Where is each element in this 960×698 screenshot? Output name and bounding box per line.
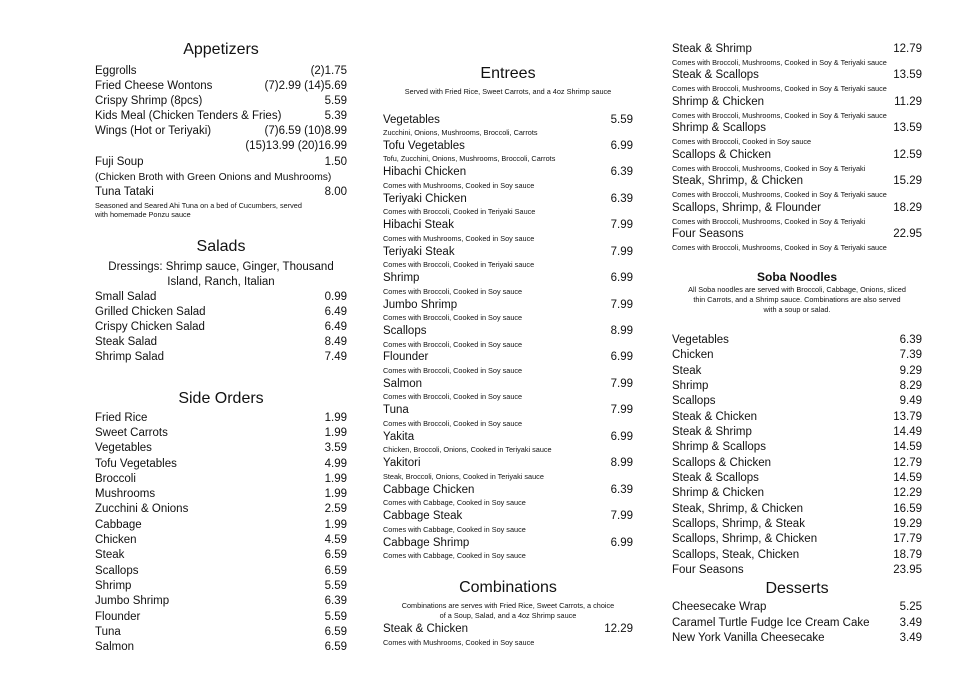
item-desc: Comes with Broccoli, Mushrooms, Cooked in Soy & Teriyaki sauce [672,84,887,93]
menu-item: Salmon 7.99 [383,378,633,390]
menu-item: Hibachi Chicken 6.39 [383,166,633,178]
menu-item: Steak & Shrimp 14.49 [672,426,922,438]
salads-heading: Salads [196,238,246,255]
item-desc: Comes with Mushrooms, Cooked in Soy sauce [383,181,535,190]
entrees-heading: Entrees [480,65,536,82]
menu-item: Shrimp 8.29 [672,380,922,392]
appetizers-heading: Appetizers [183,41,259,58]
menu-item: Grilled Chicken Salad 6.49 [95,306,347,318]
menu-item: Caramel Turtle Fudge Ice Cream Cake 3.49 [672,617,922,629]
menu-item: Shrimp 5.59 [95,580,347,592]
item-desc: Comes with Broccoli, Cooked in Soy sauce [383,313,523,322]
menu-item: Crispy Chicken Salad 6.49 [95,321,347,333]
menu-item: Vegetables 6.39 [672,334,922,346]
item-desc: Comes with Mushrooms, Cooked in Soy sauce [383,638,535,647]
soba-heading: Soba Noodles [756,270,837,284]
item-desc: Comes with Broccoli, Mushrooms, Cooked in Soy & Teriyaki sauce [672,243,887,252]
menu-item: Tofu Vegetables 6.99 [383,140,633,152]
menu-item: Fried Cheese Wontons (7)2.99 (14)5.69 [95,80,347,92]
item-desc: Comes with Cabbage, Cooked in Soy sauce [383,525,526,534]
menu-item: Crispy Shrimp (8pcs) 5.59 [95,95,347,107]
item-desc: Zucchini, Onions, Mushrooms, Broccoli, Carrots [383,128,538,137]
item-desc: Tofu, Zucchini, Onions, Mushrooms, Broccoli, Carrots [383,154,556,163]
menu-item: Cabbage Shrimp 6.99 [383,537,633,549]
menu-item: Steak & Chicken 12.29 [383,623,633,635]
item-desc: Comes with Broccoli, Cooked in Teriyaki sauce [383,260,535,269]
menu-item: Vegetables 3.59 [95,442,347,454]
item-desc: Comes with Broccoli, Cooked in Soy sauce [383,366,523,375]
menu-item: Cabbage 1.99 [95,519,347,531]
soba-note: All Soba noodles are served with Broccoli, Cabbage, Onions, sliced [688,285,906,294]
menu-item: Cheesecake Wrap 5.25 [672,601,922,613]
menu-item: Flounder 6.99 [383,351,633,363]
menu-item: Scallops 8.99 [383,325,633,337]
item-desc: Comes with Broccoli, Cooked in Soy sauce [383,340,523,349]
item-desc: Comes with Broccoli, Mushrooms, Cooked in Soy & Teriyaki [672,217,866,226]
desserts-heading: Desserts [765,580,829,597]
combinations-note: of a Soup, Salad, and a 4oz Shrimp sauce [439,611,577,620]
item-desc: Comes with Cabbage, Cooked in Soy sauce [383,498,526,507]
menu-item: Yakitori 8.99 [383,457,633,469]
menu-item: Steak 6.59 [95,549,347,561]
menu-item: Cabbage Chicken 6.39 [383,484,633,496]
menu-item: Shrimp & Scallops 13.59 [672,122,922,134]
menu-item-desc: (Chicken Broth with Green Onions and Mushrooms) [95,172,332,183]
item-desc: Comes with Broccoli, Cooked in Soy sauce [383,419,523,428]
dressings-text: Island, Ranch, Italian [167,276,275,288]
menu-item: Fried Rice 1.99 [95,412,347,424]
item-desc: Comes with Broccoli, Cooked in Soy sauce [383,287,523,296]
menu-item: Eggrolls (2)1.75 [95,65,347,77]
menu-item: Tuna 7.99 [383,404,633,416]
menu-item: Steak 9.29 [672,365,922,377]
menu-item: Fuji Soup 1.50 [95,156,347,168]
menu-item: Tofu Vegetables 4.99 [95,458,347,470]
menu-item: Tuna Tataki 8.00 [95,186,347,198]
menu-item: Shrimp Salad 7.49 [95,351,347,363]
menu-item: Teriyaki Steak 7.99 [383,246,633,258]
item-desc: Seasoned and Seared Ahi Tuna on a bed of Cucumbers, served [95,201,302,210]
menu-item: Salmon 6.59 [95,641,347,653]
menu-item: Scallops & Chicken 12.59 [672,149,922,161]
menu-item: Steak Salad 8.49 [95,336,347,348]
item-desc: Comes with Broccoli, Cooked in Teriyaki Sauce [383,207,536,216]
item-desc: with homemade Ponzu sauce [95,210,191,219]
menu-item: Scallops, Shrimp, & Steak 19.29 [672,518,922,530]
menu-item: Steak & Scallops 14.59 [672,472,922,484]
menu-item: Sweet Carrots 1.99 [95,427,347,439]
item-desc: Comes with Broccoli, Mushrooms, Cooked in Soy & Teriyaki sauce [672,111,887,120]
menu-item: Teriyaki Chicken 6.39 [383,193,633,205]
menu-item: Chicken 7.39 [672,349,922,361]
menu-item: Scallops, Shrimp, & Chicken 17.79 [672,533,922,545]
menu-item: Jumbo Shrimp 6.39 [95,595,347,607]
menu-item: Vegetables 5.59 [383,114,633,126]
item-desc: Comes with Broccoli, Cooked in Soy sauce [383,392,523,401]
item-desc: Comes with Mushrooms, Cooked in Soy sauce [383,234,535,243]
menu-item: (15)13.99 (20)16.99 [245,140,347,152]
menu-item: Shrimp & Chicken 11.29 [672,96,922,108]
combinations-note: Combinations are serves with Fried Rice, Sweet Carrots, a choice [401,601,615,610]
menu-item: Scallops & Chicken 12.79 [672,457,922,469]
menu-item: Steak, Shrimp, & Chicken 16.59 [672,503,922,515]
menu-item: Scallops, Shrimp, & Flounder 18.29 [672,202,922,214]
menu-item: Shrimp 6.99 [383,272,633,284]
menu-item: Small Salad 0.99 [95,291,347,303]
menu-item: Four Seasons 23.95 [672,564,922,576]
menu-item: Shrimp & Chicken 12.29 [672,487,922,499]
item-desc: Comes with Broccoli, Mushrooms, Cooked in Soy & Teriyaki sauce [672,58,887,67]
menu-item: Scallops 9.49 [672,395,922,407]
menu-item: Flounder 5.59 [95,611,347,623]
item-desc: Chicken, Broccoli, Onions, Cooked in Teriyaki sauce [383,445,552,454]
menu-item: Steak, Shrimp, & Chicken 15.29 [672,175,922,187]
menu-item: Cabbage Steak 7.99 [383,510,633,522]
entrees-note: Served with Fried Rice, Sweet Carrots, and a 4oz Shrimp sauce [404,87,612,96]
soba-note: with a soup or salad. [763,305,831,314]
menu-item: Scallops 6.59 [95,565,347,577]
menu-item: Hibachi Steak 7.99 [383,219,633,231]
combinations-heading: Combinations [459,579,557,596]
menu-item: Steak & Shrimp 12.79 [672,43,922,55]
menu-item: Kids Meal (Chicken Tenders & Fries) 5.39 [95,110,347,122]
menu-item: Chicken 4.59 [95,534,347,546]
menu-item: Wings (Hot or Teriyaki) (7)6.59 (10)8.99 [95,125,347,137]
item-desc: Steak, Broccoli, Onions, Cooked in Teriyaki sauce [383,472,544,481]
menu-item: Zucchini & Onions 2.59 [95,503,347,515]
dressings-text: Dressings: Shrimp sauce, Ginger, Thousand [108,261,334,273]
item-desc: Comes with Broccoli, Cooked in Soy sauce [672,137,812,146]
menu-item: Broccoli 1.99 [95,473,347,485]
soba-note: thin Carrots, and a Shrimp sauce. Combinations are also served [693,295,901,304]
menu-item: Jumbo Shrimp 7.99 [383,299,633,311]
item-desc: Comes with Broccoli, Mushrooms, Cooked in Soy & Teriyaki sauce [672,190,887,199]
menu-item: Steak & Chicken 13.79 [672,411,922,423]
menu-item: Yakita 6.99 [383,431,633,443]
side-orders-heading: Side Orders [178,390,264,407]
item-desc: Comes with Cabbage, Cooked in Soy sauce [383,551,526,560]
menu-item: Scallops, Steak, Chicken 18.79 [672,549,922,561]
menu-item: Shrimp & Scallops 14.59 [672,441,922,453]
menu-item: Steak & Scallops 13.59 [672,69,922,81]
menu-item: Mushrooms 1.99 [95,488,347,500]
menu-item: New York Vanilla Cheesecake 3.49 [672,632,922,644]
menu-item: Tuna 6.59 [95,626,347,638]
item-desc: Comes with Broccoli, Mushrooms, Cooked in Soy & Teriyaki [672,164,866,173]
menu-item: Four Seasons 22.95 [672,228,922,240]
